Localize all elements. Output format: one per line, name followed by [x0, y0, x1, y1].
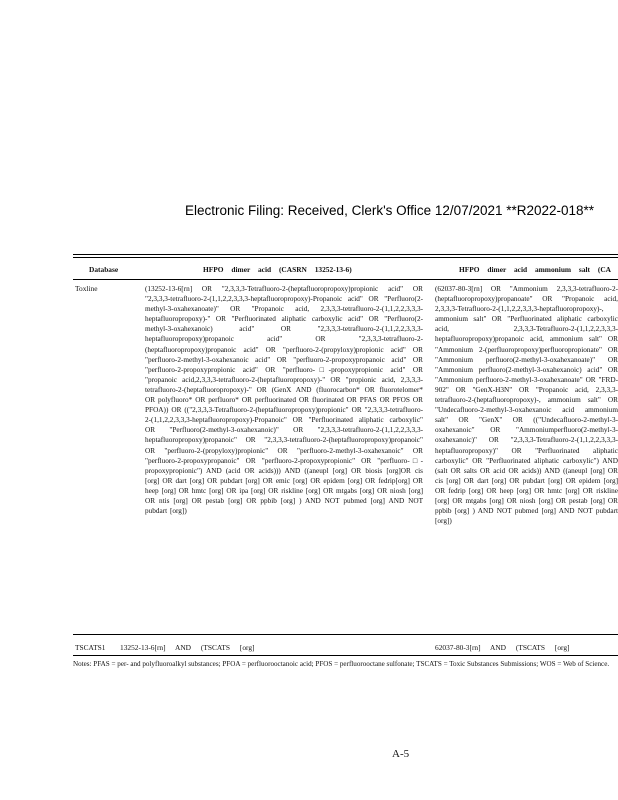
table-header-rule — [73, 279, 618, 280]
table-header-row — [73, 261, 618, 278]
row-label-tscats1: TSCATS1 — [75, 643, 106, 652]
header-database: Database — [89, 265, 119, 274]
table-bottom-rule — [73, 655, 618, 656]
toxline-hfpo-query: (13252-13-6[rn] OR "2,3,3,3-Tetrafluoro-2-(heptafluoropropoxy)propionic acid" OR "2,3,3,3-tetrafluoro-2-(1,1,2,2,3,3,3-heptafluoropropoxy)-Propanoic acid" OR "Perfluoro(2-methyl-3-oxahexanoate)" OR "Propanoic acid, 2,3,3,3-tetrafluoro-2-(1,1,2,2,3,3,3-heptafluoropropoxy)-" OR "Perfluorinated aliphatic carboxylic acid" OR "Perfluoro(2-methyl-3-oxahexanoic) acid" OR "2,3,3,3-tetrafluoro-2-(1,1,2,2,3,3,3-heptafluoropropoxy)propanoic acid" OR "2,3,3,3-tetrafluoro-2-(heptafluoropropoxy)propanoic acid" OR "perfluoro-2-(propyloxy)propionic acid" OR "perfluoro-2-methyl-3-oxahexanoic acid" OR "perfluoro-2-propoxypropanoic acid" OR "perfluoro-2-propoxypropionic acid" OR "perfluoro-□-propoxypropionic acid" OR "propanoic acid,2,3,3,3-tetrafluoro-2-(heptafluoropropoxy)-" OR "propionic acid, 2,3,3,3-tetrafluoro-2-(heptafluoropropoxy)-" OR (GenX AND (fluorocarbon* OR fluorotelomer* OR polyfluoro* OR perfluoro* OR perfluorinated OR fluorinated OR PFAS OR PFOS OR PFOA)) OR (("2,3,3,3-Tetrafluoro-2-(heptafluoropropoxy)propionic" OR "2,3,3,3-tetrafluoro-2-(1,1,2,2,3,3,3-heptafluoropropoxy)-Propanoic" OR "Perfluorinated aliphatic carboxylic" OR "Perfluoro(2-methyl-3-oxahexanoic)" OR "2,3,3,3-tetrafluoro-2-(1,1,2,2,3,3,3-heptafluoropropoxy)propanoic" OR "2,3,3,3-tetrafluoro-2-(heptafluoropropoxy)propanoic" OR "perfluoro-2-(propyloxy)propionic" OR "perfluoro-2-methyl-3-oxahexanoic" OR "perfluoro-2-propoxypropanoic" OR "perfluoro-2-propoxypropionic" OR "perfluoro-□-propoxypropionic") AND (acid OR acids))) AND ((aneupl [org] OR biosis [org]OR cis [org] OR dart [org] OR pubdart [org] OR emic [org] OR epidem [org] OR fedrip[org] OR heep [org] OR hmtc [org] OR ipa [org] OR riskline [org] OR mtgabs [org] OR niosh [org] OR ntis [org] OR pestab [org] OR ppbib [org] ) AND NOT pubmed [org] AND NOT pubdart [org]) — [145, 285, 423, 516]
tscats1-ammonium-query: 62037-80-3[rn] AND (TSCATS [org] — [435, 643, 570, 652]
header-hfpo-dimer-acid: HFPO dimer acid (CASRN 13252-13-6) — [203, 265, 352, 274]
header-hfpo-ammonium-salt: HFPO dimer acid ammonium salt (CA — [459, 265, 612, 274]
table-top-rule — [73, 254, 618, 255]
page-number: A-5 — [392, 748, 410, 760]
table-notes: Notes: PFAS = per- and polyfluoroalkyl substances; PFOA = perfluorooctanoic acid; PFOS = perfluorooctane sulfonate; TSCATS = Toxic Substances Submissions; WOS = Web of Science. — [73, 660, 610, 668]
filing-stamp: Electronic Filing: Received, Clerk's Office 12/07/2021 **R2022-018** — [185, 203, 595, 218]
toxline-ammonium-query: (62037-80-3[rn] OR "Ammonium 2,3,3,3-tetrafluoro-2-(heptafluoropropoxy)propanoate" OR "Propanoic acid, 2,3,3,3-Tetrafluoro-2-(1,1,2,2,3,3,3-heptafluoropropoxy)-, ammonium salt" OR "Perfluorinated aliphatic carboxylic acid, 2,3,3,3-Tetrafluoro-2-(1,1,2,2,3,3,3-heptafluoropropoxy)propanoic acid, ammonium salt" OR "Ammonium 2-(perfluoropropoxy)perfluoropropionate" OR "Ammonium perfluoro(2-methyl-3-oxahexanoate)" OR "Ammonium perfluoro(2-methyl-3-oxahexanoic) acid" OR "Ammonium perfluoro-2-methyl-3-oxahexanoate" OR "FRD-902" OR "GenX-H3N" OR "Propanoic acid, 2,3,3,3-tetrafluoro-2-(heptafluoropropoxy)-, ammonium salt" OR "Undecafluoro-2-methyl-3-oxahexanoic acid ammonium salt" OR "GenX" OR (("Undecafluoro-2-methyl-3-oxahexanoic" OR "Ammoniumperfluoro(2-methyl-3-oxahexanoic)" OR "2,3,3,3-Tetrafluoro-2-(1,1,2,2,3,3,3-heptafluoropropoxy)" OR "Perfluorinated aliphatic carboxylic" OR "Perfluorinated aliphatic carboxylic") AND (salt OR salts OR acid OR acids)) AND ((aneupl [org] OR cis [org] OR dart [org] OR pubdart [org] OR epidem [org] OR fedrip [org] OR heep [org] OR hmtc [org] OR riskline [org] OR mtgabs [org] OR niosh [org] OR pestab [org] OR ppbib [org] ) AND NOT pubmed [org] AND NOT pubdart [org]) — [435, 285, 618, 526]
table-top-rule-inner — [73, 257, 618, 258]
row-label-toxline: Toxline — [75, 284, 98, 293]
tscats1-hfpo-query: 13252-13-6[rn] AND (TSCATS [org] — [120, 643, 255, 652]
table-row-rule — [73, 634, 618, 635]
